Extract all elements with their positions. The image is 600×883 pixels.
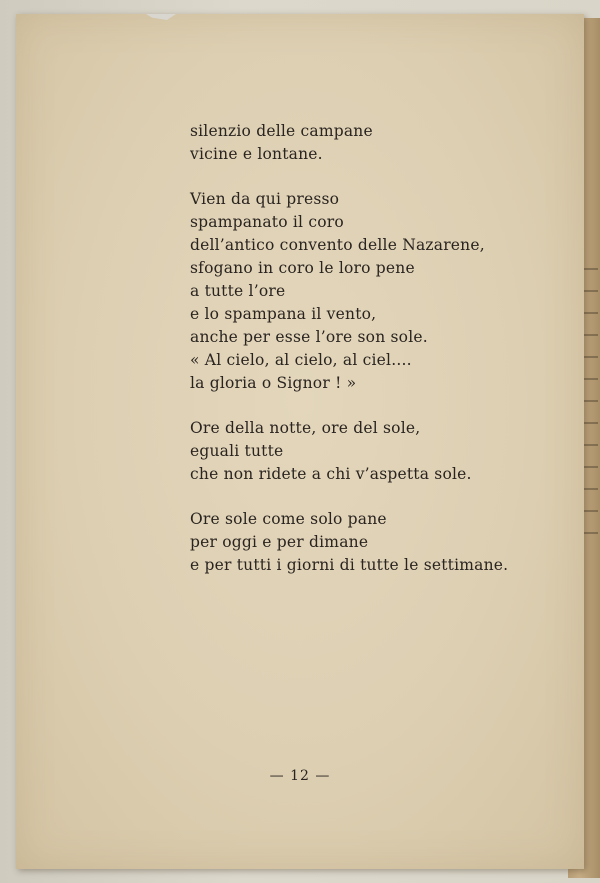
book-page — [16, 14, 584, 869]
poem-line: sfogano in coro le loro pene — [190, 259, 415, 277]
poem-line: silenzio delle campane — [190, 122, 373, 140]
poem-line: che non ridete a chi v’aspetta sole. — [190, 465, 472, 483]
poem-line: eguali tutte — [190, 442, 284, 460]
stanza-2 — [190, 188, 570, 395]
poem-line: la gloria o Signor ! » — [190, 374, 357, 392]
poem-line: e lo spampana il vento, — [190, 305, 377, 323]
poem-text — [190, 120, 570, 599]
poem-line: « Al cielo, al cielo, al ciel.... — [190, 351, 412, 369]
poem-line: per oggi e per dimane — [190, 533, 369, 551]
poem-line: Ore della notte, ore del sole, — [190, 419, 421, 437]
poem-line: a tutte l’ore — [190, 282, 286, 300]
poem-line: spampanato il coro — [190, 213, 344, 231]
poem-line: vicine e lontane. — [190, 145, 323, 163]
page-tear — [146, 14, 176, 20]
stanza-1 — [190, 120, 570, 166]
stanza-4 — [190, 508, 570, 577]
poem-line: e per tutti i giorni di tutte le settimane. — [190, 556, 509, 574]
stanza-3 — [190, 417, 570, 486]
poem-line: dell’antico convento delle Nazarene, — [190, 236, 485, 254]
poem-line: Vien da qui presso — [190, 190, 340, 208]
poem-line: Ore sole come solo pane — [190, 510, 387, 528]
page-number: — 12 — — [269, 768, 331, 784]
poem-line: anche per esse l’ore son sole. — [190, 328, 428, 346]
